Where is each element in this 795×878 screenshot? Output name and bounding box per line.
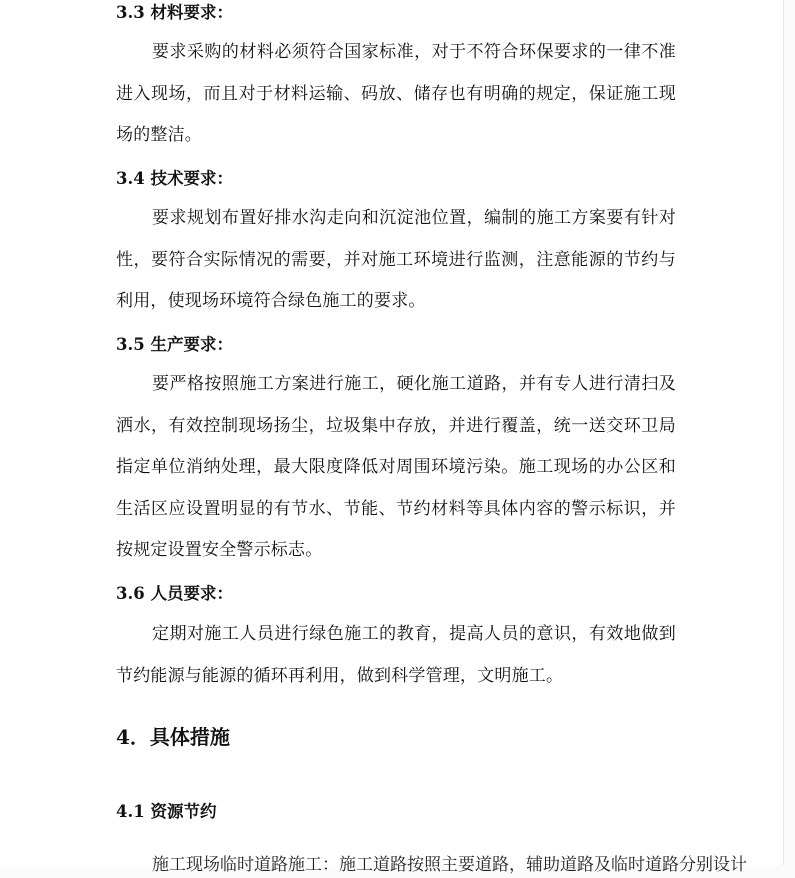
subsection-heading-4-1: 4.1 资源节约 — [116, 802, 217, 821]
section-body-3-4: 要求规划布置好排水沟走向和沉淀池位置，编制的施工方案要有针对性，要符合实际情况的需要，并对施工环境进行监测，注意能源的节约与利用，使现场环境符合绿色施工的要求。 — [116, 208, 676, 311]
partial-text-line: 施工现场临时道路施工：施工道路按照主要道路，辅助道路及临时道路分别设计 — [152, 855, 747, 875]
section-heading-3-6: 3.6 人员要求： — [116, 584, 233, 603]
section-body-3-3: 要求采购的材料必须符合国家标准，对于不符合环保要求的一律不准进入现场，而且对于材料运输、码放、储存也有明确的规定，保证施工现场的整洁。 — [116, 42, 676, 145]
section-heading-3-5: 3.5 生产要求： — [116, 335, 233, 354]
section-heading-3-3: 3.3 材料要求： — [116, 3, 233, 22]
section-body-3-5: 要严格按照施工方案进行施工，硬化施工道路，并有专人进行清扫及洒水，有效控制现场扬尘，垃圾集中存放，并进行覆盖，统一送交环卫局指定单位消纳处理，最大限度降低对周围环境污染。施工现场的办公区和生活区应设置明显的有节水、节能、节约材料等具体内容的警示标识，并按规定设置安全警示标志。 — [116, 374, 676, 560]
chapter-heading-4: 4．具体措施 — [116, 725, 230, 749]
section-heading-3-4: 3.4 技术要求： — [116, 169, 233, 188]
section-body-3-6: 定期对施工人员进行绿色施工的教育，提高人员的意识，有效地做到节约能源与能源的循环再利用，做到科学管理，文明施工。 — [116, 624, 676, 686]
